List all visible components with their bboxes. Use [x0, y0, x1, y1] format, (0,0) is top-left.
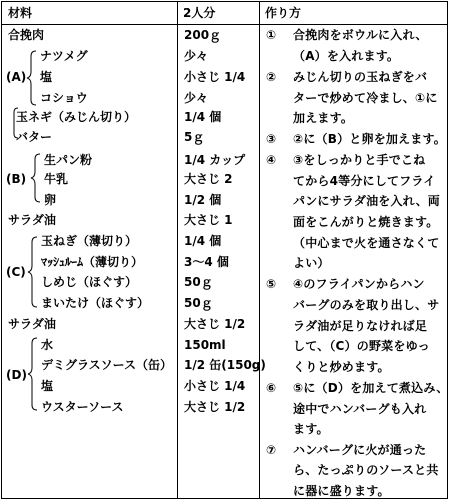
ingredient-name: しめじ（ほぐす） [41, 275, 138, 289]
ingredient-name: まいたけ（ほぐす） [41, 296, 150, 310]
step-line: ら、たっぷりのソースと共 [293, 463, 439, 477]
step-line: ハンバーグに火が通った [293, 443, 427, 457]
ingredient-amount: 50ｇ [184, 275, 213, 289]
ingredient-name: 合挽肉 [8, 28, 45, 42]
step-line: して、（C）の野菜をゆっ [293, 339, 430, 353]
column-divider-1 [177, 2, 178, 498]
step-line: バーグのみを取り出し、サ [293, 298, 440, 312]
ingredient-name: 塩 [41, 379, 54, 393]
ingredient-name: 生パン粉 [44, 153, 93, 167]
ingredient-name: 塩 [40, 70, 53, 84]
group-label-b: (B) [6, 172, 27, 186]
ingredient-amount: 200ｇ [184, 28, 222, 42]
step-line: 面をこんがりと焼きます。 [293, 215, 439, 229]
ingredient-amount: 1/2 缶(150g) [184, 358, 266, 372]
ingredient-name: サラダ油 [8, 213, 56, 227]
step-line: ④のフライパンからハン [293, 277, 425, 291]
step-line: ⑤に（D）を加えて煮込み、 [293, 381, 449, 395]
step-line: ラダ油が足りなければ足 [293, 319, 428, 333]
step-line: ます。 [293, 422, 329, 436]
step-line: 加えます。 [293, 111, 354, 125]
step-line: ②に（B）と卵を加えます。 [293, 132, 446, 146]
ingredient-amount: 大さじ 1/2 [184, 400, 246, 414]
brace-b [30, 153, 42, 203]
header-servings: 2人分 [183, 6, 216, 20]
ingredient-amount: 1/4 個 [184, 234, 222, 248]
step-number: ① [266, 28, 277, 42]
step-line: みじん切りの玉ねぎをバ [293, 70, 428, 84]
ingredient-amount: 1/4 カップ [184, 153, 246, 167]
group-label-d: (D) [6, 368, 27, 382]
ingredient-amount: 大さじ 1 [184, 213, 233, 227]
ingredient-name: ウスターソース [41, 400, 124, 414]
step-line: てから4等分にしてフライ [293, 174, 436, 188]
ingredient-name: ナツメグ [40, 49, 88, 63]
ingredient-name: コショウ [40, 91, 88, 105]
step-line: （中心まで火を通さなくて [293, 236, 440, 250]
step-line: くりと炒めます。 [293, 360, 390, 374]
step-line: 合挽肉をボウルに入れ、 [293, 28, 428, 42]
ingredient-amount: 50ｇ [184, 296, 213, 310]
step-number: ② [266, 70, 277, 84]
ingredient-amount: 小さじ 1/4 [184, 70, 246, 84]
ingredient-amount: 大さじ 1/2 [184, 317, 246, 331]
step-number: ⑥ [266, 381, 277, 395]
ingredient-amount: 1/2 個 [184, 193, 222, 207]
brace-c [27, 236, 39, 308]
group-label-c: (C) [6, 265, 26, 279]
step-line: パンにサラダ油を入れ、両 [293, 194, 441, 208]
ingredient-name: サラダ油 [8, 317, 56, 331]
step-line: ターで炒めて冷まし、①に [293, 91, 438, 105]
ingredient-amount: 小さじ 1/4 [184, 379, 246, 393]
header-ingredients: 材料 [8, 6, 33, 20]
header-divider [2, 24, 447, 25]
ingredient-name: 玉ねぎ（薄切り） [41, 234, 138, 248]
ingredient-name: バター [16, 130, 53, 144]
ingredient-amount: 150ml [184, 338, 226, 352]
ingredient-amount: 3～4 個 [184, 255, 229, 269]
step-line: （A）を入れます。 [293, 49, 400, 63]
ingredient-name: 卵 [44, 193, 57, 207]
step-number: ⑤ [266, 277, 277, 291]
header-method: 作り方 [265, 6, 302, 20]
ingredient-amount: 大さじ 2 [184, 172, 233, 186]
ingredient-name: 玉ネギ（みじん切り） [16, 110, 137, 124]
ingredient-name: 牛乳 [44, 172, 69, 186]
ingredient-amount: 少々 [184, 91, 209, 105]
ingredient-amount: 少々 [184, 49, 209, 63]
column-divider-2 [259, 2, 260, 498]
step-line: よい） [293, 256, 330, 270]
step-line: 途中でハンバーグも入れ [293, 402, 427, 416]
step-line: に器に盛ります。 [293, 484, 390, 498]
step-line: ③をしっかりと手でこね [293, 153, 426, 167]
step-number: ③ [266, 132, 277, 146]
ingredient-name: デミグラスソース（缶） [41, 358, 173, 372]
brace-d [27, 337, 39, 411]
ingredient-amount: 5ｇ [184, 130, 205, 144]
ingredient-name: 水 [41, 338, 54, 352]
ingredient-name: ﾏｯｼｭﾙｰﾑ（薄切り） [41, 255, 144, 269]
step-number: ④ [266, 153, 277, 167]
group-label-a: (A) [6, 70, 27, 84]
brace-a [26, 50, 38, 106]
ingredient-amount: 1/4 個 [184, 110, 222, 124]
step-number: ⑦ [266, 443, 277, 457]
